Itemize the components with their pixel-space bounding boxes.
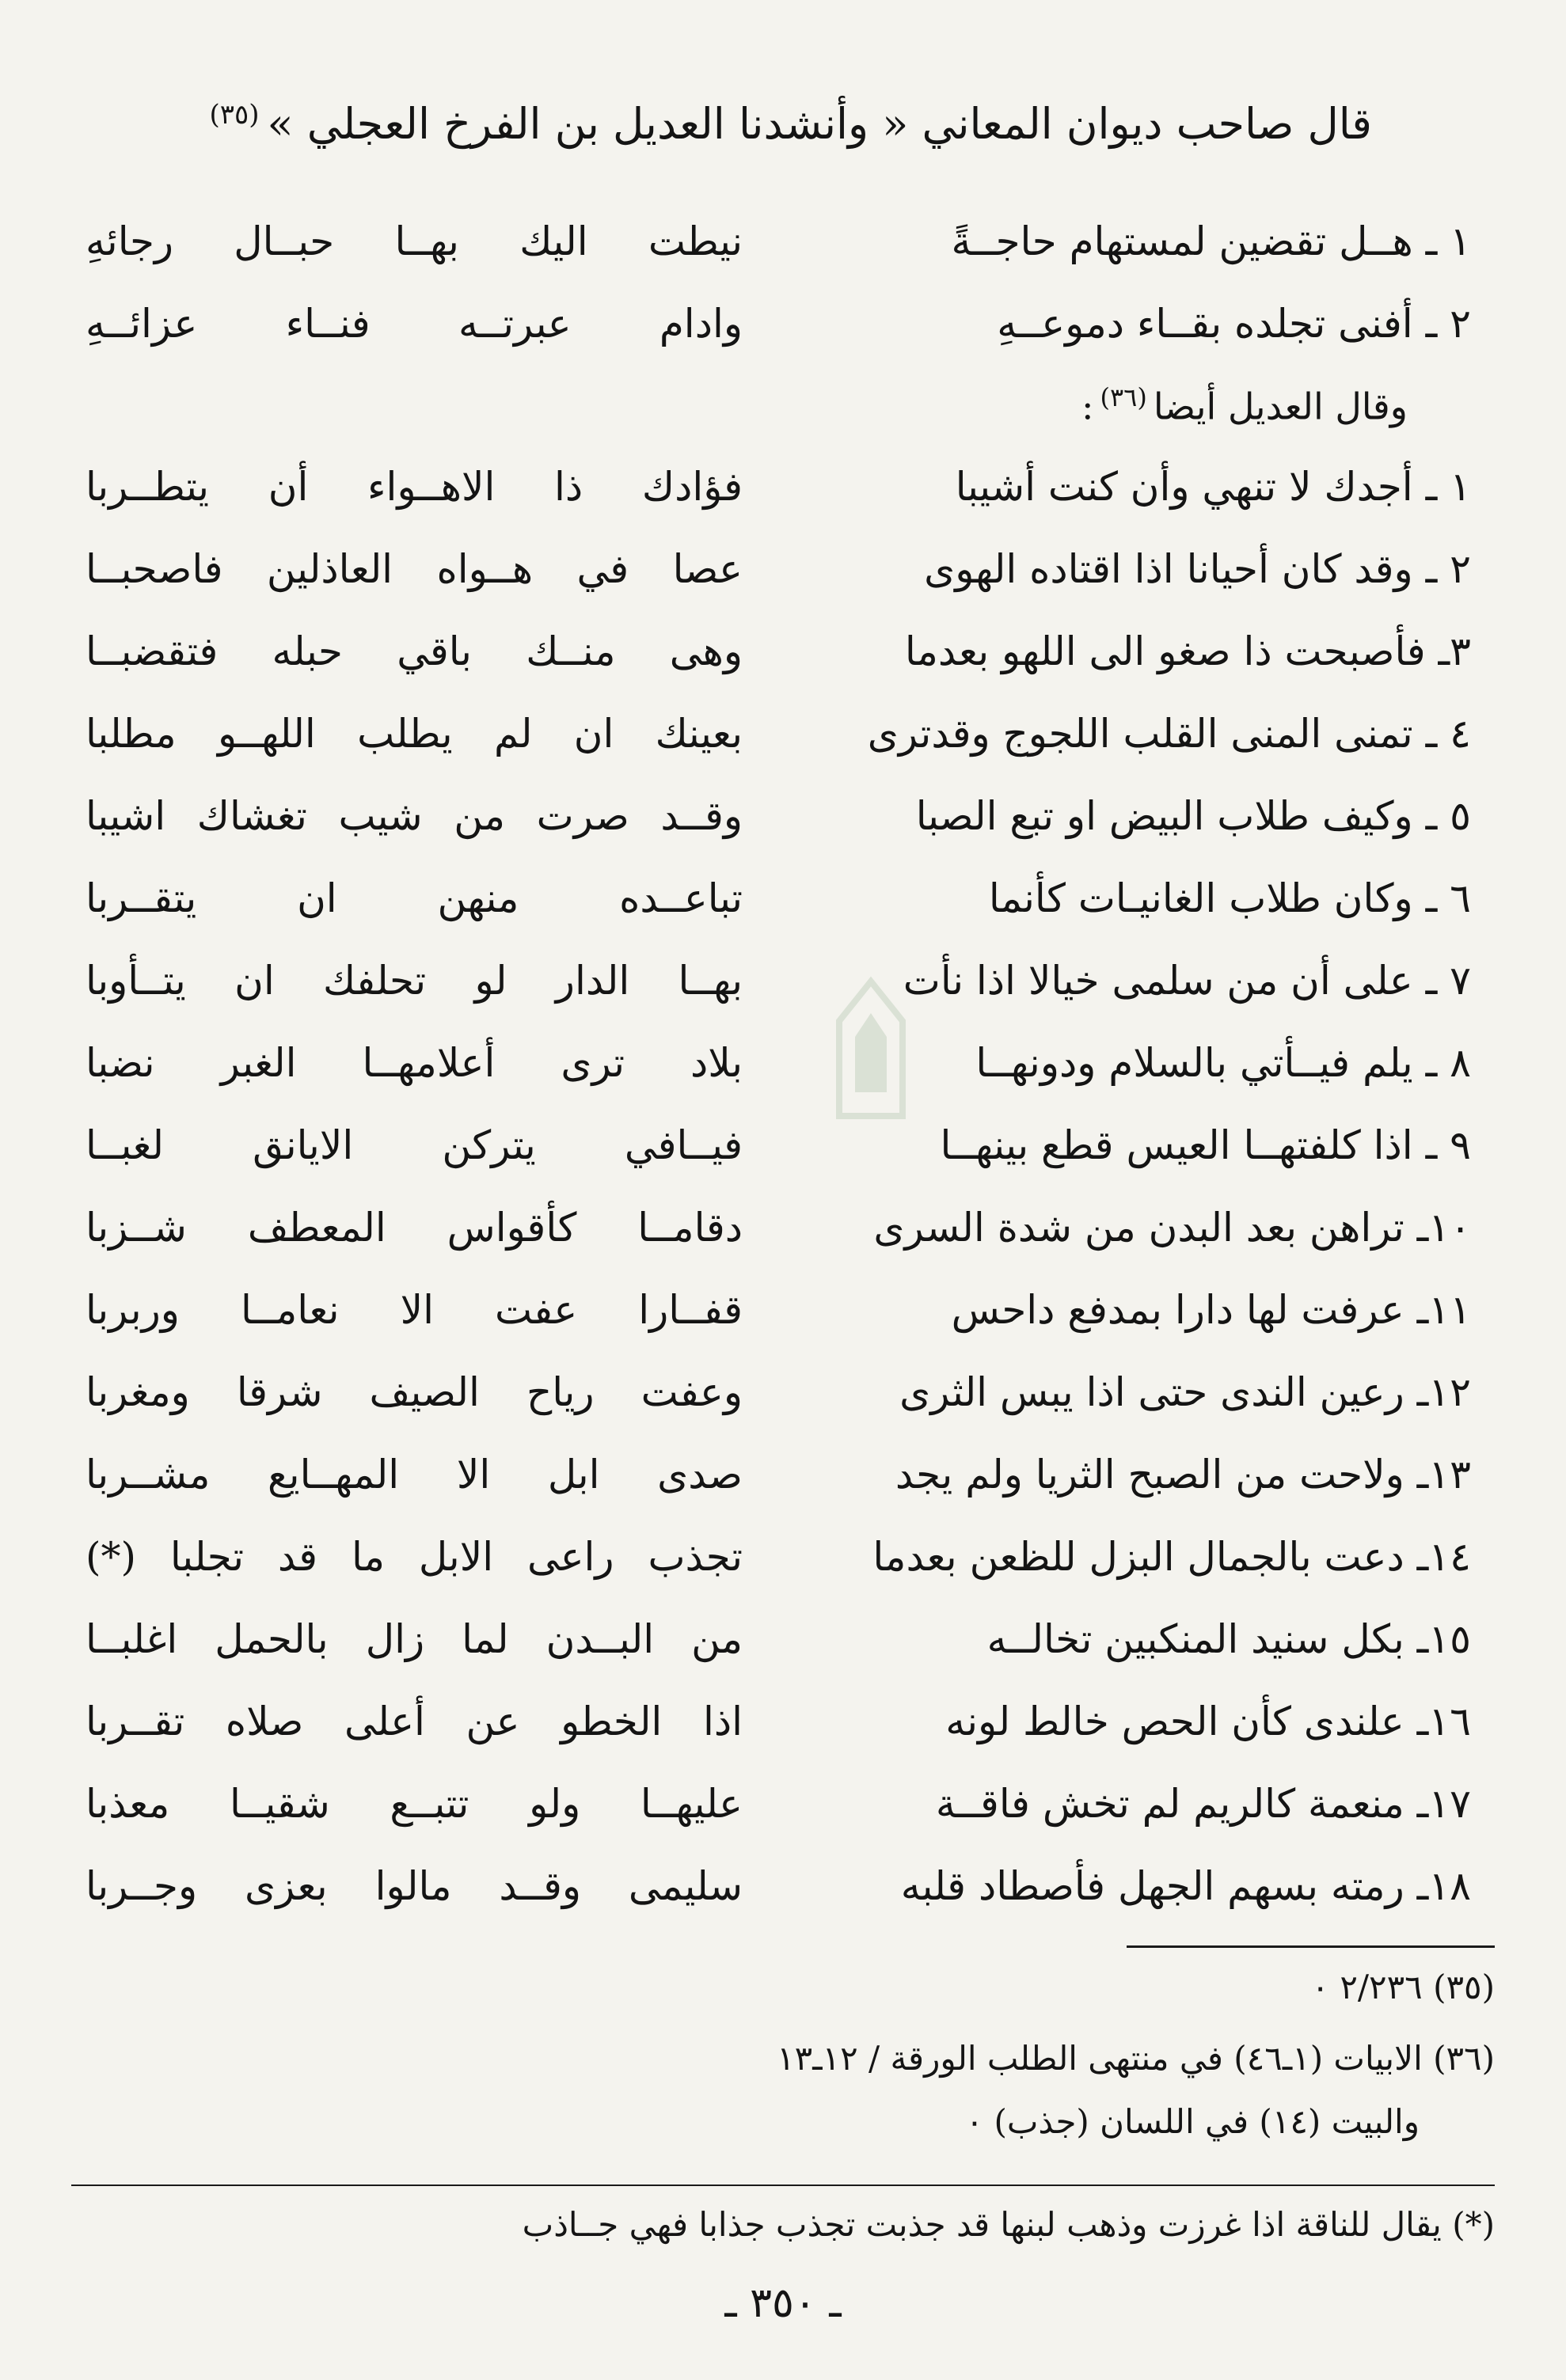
verse-right: ١ ـ أجدك لا تنهي وأن كنت أشيبا	[955, 464, 1471, 510]
verse-left: بلاد ترى أعلامهــا الغبر نضبا	[86, 1040, 743, 1086]
verse-right: ١٠ـ تراهن بعد البدن من شدة السرى	[873, 1205, 1471, 1251]
verse-left: بعينك ان لم يطلب اللهــو مطلبا	[86, 711, 743, 757]
verse-left: وادام عبرتــه فنــاء عزائــهِ	[86, 301, 743, 347]
library-watermark-icon	[823, 974, 918, 1132]
verse-left: قفــارا عفت الا نعامــا وربربا	[86, 1287, 743, 1333]
verse-left: عليهــا ولو تتبــع شقيــا معذبا	[86, 1781, 743, 1827]
verse-right: ١٧ـ منعمة كالريم لم تخش فاقــة	[935, 1781, 1471, 1827]
verse-right: ٢ ـ أفنى تجلده بقــاء دموعــهِ	[997, 301, 1471, 347]
verse-left: فؤادك ذا الاهــواء أن يتطــربا	[86, 464, 743, 510]
intro-colon: :	[1081, 385, 1094, 428]
page-heading	[209, 99, 1372, 149]
verse-right: ١٦ـ علندى كأن الحص خالط لونه	[945, 1699, 1471, 1744]
verse-left: نيطت اليك بهــا حبــال رجائهِ	[86, 218, 743, 264]
verse-left: وعفت رياح الصيف شرقا ومغربا	[86, 1369, 743, 1415]
verse-right: ٢ ـ وقد كان أحيانا اذا اقتاده الهوى	[924, 546, 1471, 592]
section-intro	[1081, 382, 1408, 428]
verse-right: ١٥ـ بكل سنيد المنكبين تخالــه	[986, 1616, 1471, 1662]
verse-right: ١٣ـ ولاحت من الصبح الثريا ولم يجد	[895, 1452, 1471, 1497]
verse-right: ٩ ـ اذا كلفتهــا العيس قطع بينهــا	[940, 1122, 1471, 1168]
footnote-36: (٣٦) الابيات (١ـ٤٦) في منتهى الطلب الورقة / ١٢ـ١٣	[777, 2039, 1495, 2078]
heading-footnote-ref: (٣٥)	[209, 99, 260, 131]
footnote-divider	[1127, 1945, 1495, 1948]
verse-left: تباعــده منهن ان يتقــربا	[86, 875, 743, 921]
footnote-star: (*) يقال للناقة اذا غرزت وذهب لبنها قد جذبت تجذب جذابا فهي جــاذب	[522, 2205, 1495, 2244]
verse-left: من البــدن لما زال بالحمل اغلبــا	[86, 1616, 743, 1662]
footnote-36-continued: والبيت (١٤) في اللسان (جذب) ٠	[965, 2102, 1420, 2141]
verse-right: ٥ ـ وكيف طلاب البيض او تبع الصبا	[915, 793, 1471, 839]
verse-left: دقامــا كأقواس المعطف شــزبا	[86, 1205, 743, 1251]
verse-left: فيــافي يتركن الايانق لغبــا	[86, 1122, 743, 1168]
verse-left: سليمى وقــد مالوا بعزى وجــربا	[86, 1863, 743, 1909]
verse-right: ١ ـ هــل تقضين لمستهام حاجــةً	[951, 218, 1471, 264]
verse-right: ٧ ـ على أن من سلمى خيالا اذا نأت	[903, 958, 1471, 1004]
verse-right: ٦ ـ وكان طلاب الغانيـات كأنما	[988, 875, 1471, 921]
verse-left: بهــا الدار لو تحلفك ان يتــأوبا	[86, 958, 743, 1004]
verse-left: عصا في هــواه العاذلين فاصحبــا	[86, 546, 743, 592]
star-note-divider	[71, 2185, 1495, 2186]
intro-text: وقال العديل أيضا	[1153, 385, 1408, 428]
footnote-35: (٣٥) ٢/٢٣٦ ٠	[1311, 1968, 1495, 2006]
page-number: ـ ٣٥٠ ـ	[724, 2279, 842, 2327]
verse-right: ١٨ـ رمته بسهم الجهل فأصطاد قلبه	[900, 1863, 1471, 1909]
verse-left: وهى منــك باقي حبله فتقضبــا	[86, 628, 743, 674]
verse-right: ٤ ـ تمنى المنى القلب اللجوج وقدترى	[867, 711, 1471, 757]
verse-left: صدى ابل الا المهــايع مشــربا	[86, 1452, 743, 1497]
verse-right: ٨ ـ يلم فيــأتي بالسلام ودونهــا	[975, 1040, 1471, 1086]
verse-left: اذا الخطو عن أعلى صلاه تقــربا	[86, 1699, 743, 1744]
heading-text: قال صاحب ديوان المعاني « وأنشدنا العديل بن الفرخ العجلي »	[267, 99, 1372, 149]
verse-left: وقــد صرت من شيب تغشاك اشيبا	[86, 793, 743, 839]
verse-left: تجذب راعى الابل ما قد تجلبا (*)	[86, 1534, 743, 1580]
verse-right: ٣ـ فأصبحت ذا صغو الى اللهو بعدما	[904, 628, 1471, 674]
verse-right: ١١ـ عرفت لها دارا بمدفع داحس	[951, 1287, 1471, 1333]
intro-footnote-ref: (٣٦)	[1100, 382, 1147, 412]
verse-right: ١٤ـ دعت بالجمال البزل للظعن بعدما	[872, 1534, 1471, 1580]
verse-right: ١٢ـ رعين الندى حتى اذا يبس الثرى	[899, 1369, 1471, 1415]
